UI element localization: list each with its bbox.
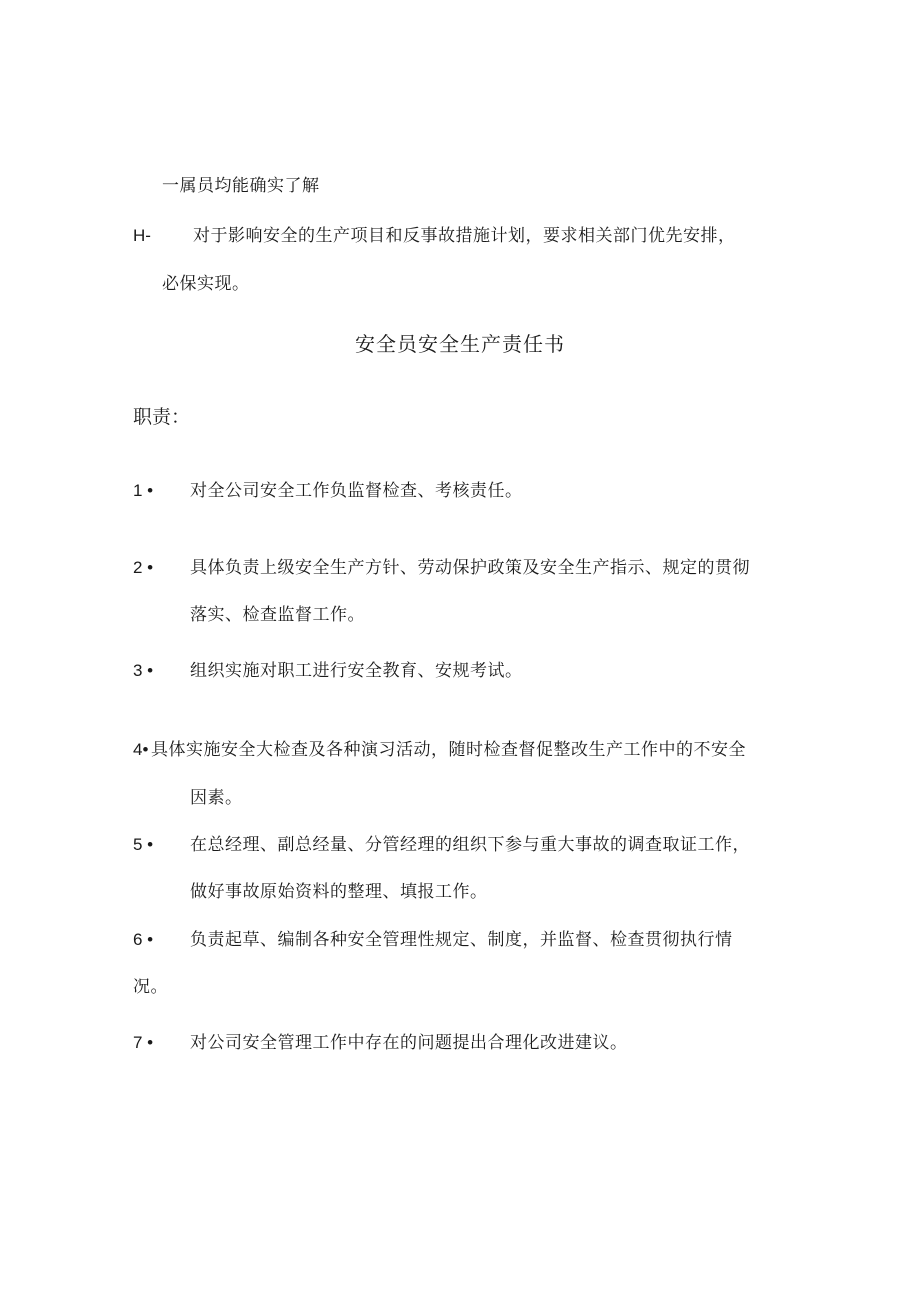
duty-2-text: 具体负责上级安全生产方针、劳动保护政策及安全生产指示、规定的贯彻 [190,558,750,578]
duty-6-marker: 6 • [133,930,154,949]
duty-7-marker: 7 • [133,1033,154,1052]
duty-5-continuation: 做好事故原始资料的整理、填报工作。 [190,882,488,902]
duty-6-text: 负责起草、编制各种安全管理性规定、制度，并监督、检查贯彻执行情 [190,930,733,950]
duty-6-continuation: 况。 [133,977,168,997]
item-h-text: 对于影响安全的生产项目和反事故措施计划，要求相关部门优先安排， [193,226,736,246]
duty-3-text: 组织实施对职工进行安全教育、安规考试。 [190,661,523,681]
duty-2-continuation: 落实、检查监督工作。 [190,605,365,625]
duty-5-marker: 5 • [133,835,154,854]
duty-1-marker: 1 • [133,481,154,500]
duty-7-text: 对公司安全管理工作中存在的问题提出合理化改进建议。 [190,1033,628,1053]
item-h-continuation: 必保实现。 [162,274,250,294]
duty-4-marker: 4• [133,740,149,759]
duty-4-text: 具体实施安全大检查及各种演习活动，随时检查督促整改生产工作中的不安全 [151,740,746,760]
duty-5-text: 在总经理、副总经量、分管经理的组织下参与重大事故的调查取证工作， [190,835,750,855]
item-h-marker: H- [133,226,151,245]
duties-heading: 职责： [133,406,191,428]
document-title: 安全员安全生产责任书 [355,332,565,356]
fragment-line: 一属员均能确实了解 [162,176,320,196]
duty-2-marker: 2 • [133,558,154,577]
duty-4-continuation: 因素。 [190,788,243,808]
duty-1-text: 对全公司安全工作负监督检查、考核责任。 [190,481,523,501]
duty-3-marker: 3 • [133,661,154,680]
